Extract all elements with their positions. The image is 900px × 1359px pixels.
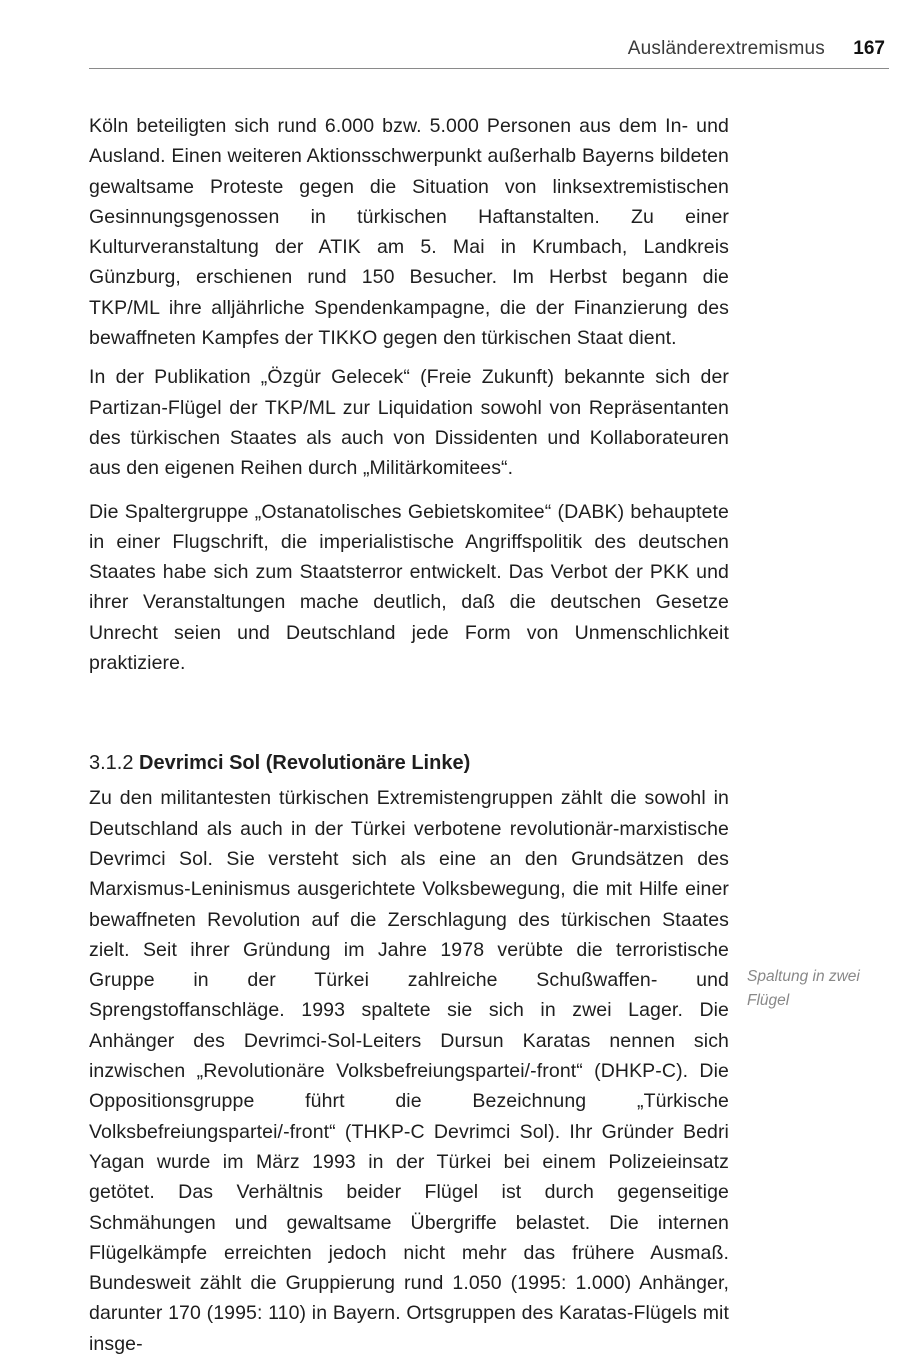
section-paragraph: Zu den militantesten türkischen Extremistengruppen zählt die sowohl in Deutschland als auch in der Türkei verbotene revolutionär-marxistische Devrimci Sol. Sie versteht sich als eine an den Grundsätzen des Marxismus-Leninismus ausgerichtete Volksbewegung, die mit Hilfe einer bewaffneten Revolution auf die Zerschlagung des türkischen Staates zielt. Seit ihrer Gründung im Jahre 1978 verübte die terroristische Gruppe in der Türkei zahlreiche Schußwaffen- und Sprengstoffanschläge. 1993 spaltete sie sich in zwei Lager. Die Anhänger des Devrimci-Sol-Leiters Dursun Karatas nennen sich inzwischen „Revolutionäre Volksbefreiungspartei/-front“ (DHKP-C). Die Oppositionsgruppe führt die Bezeichnung „Türkische Volksbefreiungspartei/-front“ (THKP-C Devrimci Sol). Ihr Gründer Bedri Yagan wurde im März 1993 in der Türkei bei einem Polizeieinsatz getötet. Das Verhältnis beider Flügel ist durch gegenseitige Schmähungen und gewaltsame Übergriffe belastet. Die internen Flügelkämpfe erreichten jedoch nicht mehr das frühere Ausmaß. Bundesweit zählt die Gruppierung rund 1.050 (1995: 1.000) Anhänger, darunter 170 (1995: 110) in Bayern. Ortsgruppen des Karatas-Flügels mit insge- <box>89 787 729 1355</box>
main-text-column <box>89 111 729 1359</box>
header-section-title: Ausländerextremismus <box>627 38 825 59</box>
section-title: Devrimci Sol (Revolutionäre Linke) <box>139 752 471 775</box>
running-header <box>89 38 889 68</box>
section-number: 3.1.2 <box>89 752 134 775</box>
paragraph-2: In der Publikation „Özgür Gelecek“ (Freie Zukunft) bekannte sich der Partizan-Flügel der TKP/ML zur Liquidation sowohl von Repräsentanten des türkischen Staates als auch von Dissidenten und Kollaborateuren aus den eigenen Reihen durch „Militärkomitees“. <box>89 366 729 480</box>
header-divider <box>89 68 889 69</box>
page-number: 167 <box>853 38 885 59</box>
section-heading <box>89 748 729 778</box>
paragraph-3: Die Spaltergruppe „Ostanatolisches Gebietskomitee“ (DABK) behauptete in einer Flugschrift, die imperialistische Angriffspolitik des deutschen Staates habe sich zum Staatsterror entwickelt. Das Verbot der PKK und ihrer Veranstaltungen mache deutlich, daß die deutschen Gesetze Unrecht seien und Deutschland jede Form von Unmenschlichkeit praktiziere. <box>89 500 729 675</box>
margin-note: Spaltung in zwei Flügel <box>747 968 860 1009</box>
paragraph-1: Köln beteiligten sich rund 6.000 bzw. 5.000 Personen aus dem In- und Ausland. Einen weiteren Aktionsschwerpunkt außerhalb Bayerns bildeten gewaltsame Proteste gegen die Situation von linksextremistischen Gesinnungsgenossen in türkischen Haftanstalten. Zu einer Kulturveranstaltung der ATIK am 5. Mai in Krumbach, Landkreis Günzburg, erschienen rund 150 Besucher. Im Herbst begann die TKP/ML ihre alljährliche Spendenkampagne, die der Finanzierung des bewaffneten Kampfes der TIKKO gegen den türkischen Staat dient. <box>89 115 729 350</box>
